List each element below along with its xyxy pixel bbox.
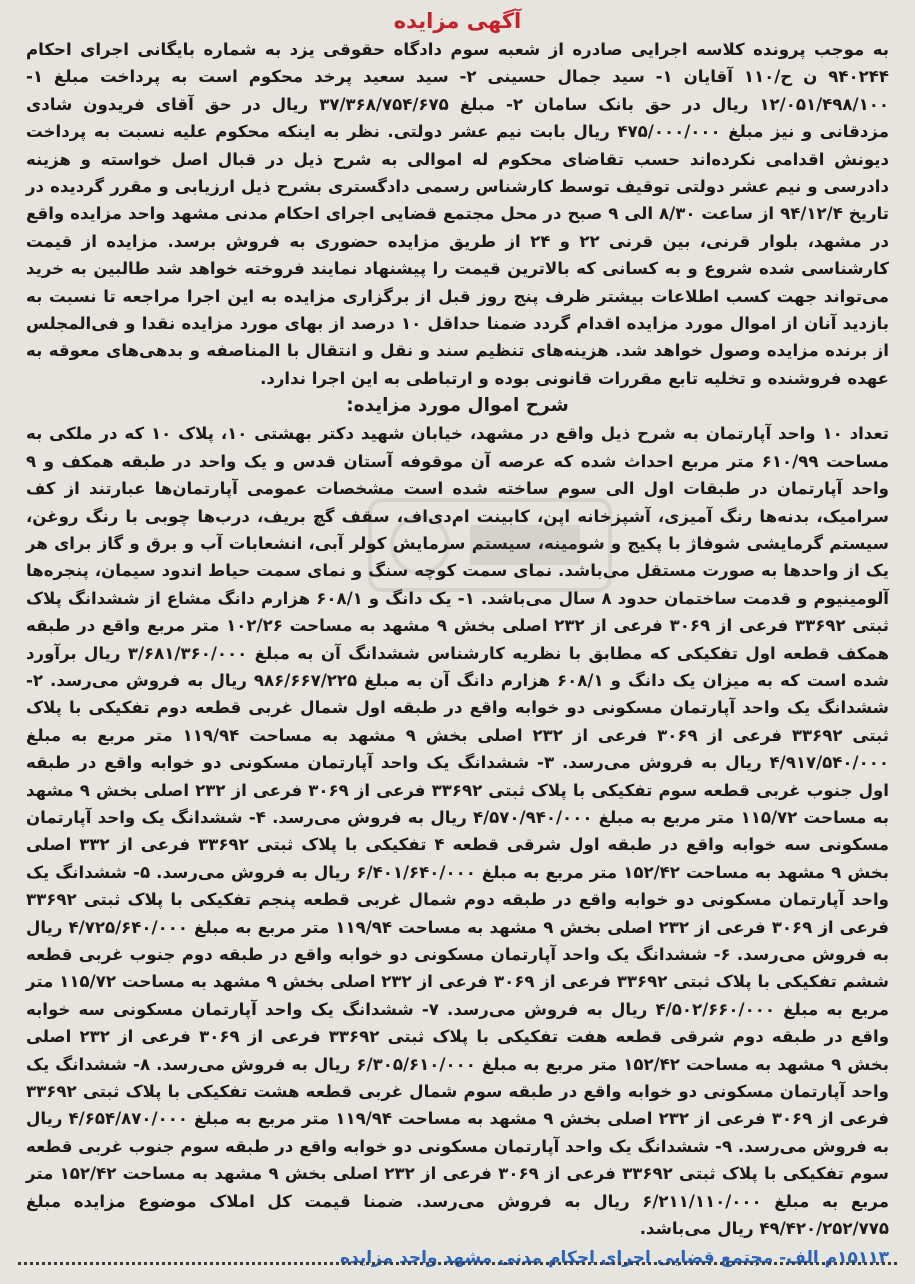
bottom-dotted-divider — [18, 1262, 897, 1273]
notice-title: آگهی مزایده — [393, 9, 522, 33]
notice-intro: به موجب پرونده کلاسه اجرایی صادره از شعبه سوم دادگاه حقوقی یزد به شماره بایگانی اجرای احکام ۹۴۰۲۴۴ ن ح/۱۱۰ آقایان ۱- سید جمال حسینی ۲- سید سعید پرخد محکوم است به پرداخت مبلغ ۱- ۱۲/۰۵۱/۴۹۸/۱۰۰ ریال در حق بانک سامان ۲- مبلغ ۳۷/۳۶۸/۷۵۴/۶۷۵ ریال در حق آقای فریدون شادی مزدقانی و نیز مبلغ ۴۷۵/۰۰۰/۰۰۰ ریال بابت نیم عشر دولتی. نظر به اینکه محکوم علیه نسبت به پرداخت دیونش اقدامی نکرده‌اند حسب تقاضای محکوم له اموالی به شرح ذیل در قبال اصل خواسته و هزینه دادرسی و نیم عشر دولتی توقیف توسط کارشناس رسمی دادگستری بشرح ذیل ارزیابی و مقرر گردیده در تاریخ ۹۴/۱۲/۴ از ساعت ۸/۳۰ الی ۹ صبح در محل مجتمع قضایی اجرای احکام مدنی مشهد واحد مزایده واقع در مشهد، بلوار قرنی، بین قرنی ۲۲ و ۲۴ از طریق مزایده حضوری به فروش برسد. مزایده از قیمت کارشناسی شده شروع و به کسانی که بالاترین قیمت را پیشنهاد نمایند فروخته خواهد شد طالبین به خرید می‌تواند جهت کسب اطلاعات بیشتر ظرف پنج روز قبل از برگزاری مزایده به این اجرا مراجعه تا نسبت به بازدید آنان از اموال مورد مزایده اقدام گردد ضمنا حداقل ۱۰ درصد از بهای مورد مزایده نقدا و فی‌المجلس از برنده مزایده وصول خواهد شد. هزینه‌های تنظیم سند و نقل و انتقال با المناصفه و بدهی‌های معوقه به عهده فروشنده و تخلیه تابع مقررات قانونی بوده و ارتباطی به این اجرا ندارد. — [26, 40, 890, 388]
assets-subtitle: شرح اموال مورد مزایده: — [346, 395, 569, 417]
footer-issuer: - مجتمع قضایی اجرای احکام مدنی مشهد واحد مزایده — [339, 1248, 787, 1269]
footer-code: ۱۵۱۱۳م الف — [786, 1248, 889, 1269]
assets-description: تعداد ۱۰ واحد آپارتمان به شرح ذیل واقع در مشهد، خیابان شهید دکتر بهشتی ۱۰، پلاک ۱۰ که در ملکی به مساحت ۶۱۰/۹۹ متر مربع احداث شده که عرصه آن موقوفه آستان قدس و یک واحد در طبقه همکف و ۹ واحد آپارتمان در طبقات اول الی سوم ساخته شده است مشخصات عمومی آپارتمان‌ها عبارتند از کف سرامیک، بدنه‌ها رنگ آمیزی، آشپزخانه اپن، کابینت ام‌دی‌اف، سقف گچ بریف، درب‌ها چوبی با رنگ روغن، سیستم گرمایشی شوفاژ با پکیج و شومینه، سیستم سرمایش کولر آبی، انشعابات آب و برق و گاز برای هر یک از واحدها به صورت مستقل می‌باشد. نمای سمت کوچه سنگ و نمای سمت حیاط اندود سیمان، پنجره‌ها آلومینیوم و قدمت ساختمان حدود ۸ سال می‌باشد. ۱- یک دانگ و ۶۰۸/۱ هزارم دانگ مشاع از ششدانگ پلاک ثبتی ۳۳۶۹۲ فرعی از ۳۰۶۹ فرعی از ۲۳۲ اصلی بخش ۹ مشهد به مساحت ۱۰۲/۲۶ متر مربع واقع در طبقه همکف قطعه اول تفکیکی که مطابق با نظریه کارشناس ششدانگ آن به مبلغ ۳/۶۸۱/۳۶۰/۰۰۰ ریال برآورد شده است که به میزان یک دانگ و ۶۰۸/۱ هزارم دانگ آن به مبلغ ۹۸۶/۶۶۷/۲۲۵ ریال به فروش می‌رسد. ۲- ششدانگ یک واحد آپارتمان مسکونی دو خوابه واقع در طبقه اول شمال غربی قطعه دوم تفکیکی با پلاک ثبتی ۳۳۶۹۲ فرعی از ۳۰۶۹ فرعی از ۲۳۲ اصلی بخش ۹ مشهد به مساحت ۱۱۹/۹۴ متر مربع به مبلغ ۴/۹۱۷/۵۴۰/۰۰۰ ریال به فروش می‌رسد. ۳- ششدانگ یک واحد آپارتمان مسکونی دو خوابه واقع در طبقه اول جنوب غربی قطعه سوم تفکیکی با پلاک ثبتی ۳۳۶۹۲ فرعی از ۳۰۶۹ فرعی از ۲۳۲ اصلی بخش ۹ مشهد به مساحت ۱۱۵/۷۲ متر مربع به مبلغ ۴/۵۷۰/۹۴۰/۰۰۰ ریال به فروش می‌رسد. ۴- ششدانگ یک واحد آپارتمان مسکونی سه خوابه واقع در طبقه اول شرقی قطعه ۴ تفکیکی با پلاک ثبتی ۳۳۶۹۲ فرعی از ۳۳۲ اصلی بخش ۹ مشهد به مساحت ۱۵۲/۴۲ متر مربع به مبلغ ۶/۴۰۱/۶۴۰/۰۰۰ ریال به فروش می‌رسد. ۵- ششدانگ یک واحد آپارتمان مسکونی دو خوابه واقع در طبقه دوم شمال غربی قطعه پنجم تفکیکی با پلاک ثبتی ۳۳۶۹۲ فرعی از ۳۰۶۹ فرعی از ۲۳۲ اصلی بخش ۹ مشهد به مساحت ۱۱۹/۹۴ متر مربع به مبلغ ۴/۷۲۵/۶۴۰/۰۰۰ ریال به فروش می‌رسد. ۶- ششدانگ یک واحد آپارتمان مسکونی دو خوابه واقع در طبقه دوم جنوب غربی قطعه ششم تفکیکی با پلاک ثبتی ۳۳۶۹۲ فرعی از ۳۰۶۹ فرعی از ۲۳۲ اصلی بخش ۹ مشهد به مساحت ۱۱۵/۷۲ متر مربع به مبلغ ۴/۵۰۲/۶۶۰/۰۰۰ ریال به فروش می‌رسد. ۷- ششدانگ یک واحد آپارتمان مسکونی سه خوابه واقع در طبقه دوم شرقی قطعه هفت تفکیکی با پلاک ثبتی ۳۳۶۹۲ فرعی از ۳۰۶۹ فرعی از ۲۳۲ اصلی بخش ۹ مشهد به مساحت ۱۵۲/۴۲ متر مربع به مبلغ ۶/۳۰۵/۶۱۰/۰۰۰ ریال به فروش می‌رسد. ۸- ششدانگ یک واحد آپارتمان مسکونی دو خوابه واقع در طبقه سوم شمال غربی قطعه هشت تفکیکی با پلاک ثبتی ۳۳۶۹۲ فرعی از ۳۰۶۹ فرعی از ۲۳۲ اصلی بخش ۹ مشهد به مساحت ۱۱۹/۹۴ متر مربع به مبلغ ۴/۶۵۴/۸۷۰/۰۰۰ ریال به فروش می‌رسد. ۹- ششدانگ یک واحد آپارتمان مسکونی دو خوابه واقع در طبقه سوم جنوب غربی قطعه سوم تفکیکی با پلاک ثبتی ۳۳۶۹۲ فرعی از ۳۰۶۹ فرعی از ۲۳۲ اصلی بخش ۹ مشهد به مساحت ۱۵۲/۴۲ متر مربع به مبلغ ۶/۲۱۱/۱۱۰/۰۰۰ ریال به فروش می‌رسد. ضمنا قیمت کل املاک موضوع مزایده مبلغ ۴۹/۴۲۰/۲۵۲/۷۷۵ ریال می‌باشد. — [26, 424, 890, 1239]
